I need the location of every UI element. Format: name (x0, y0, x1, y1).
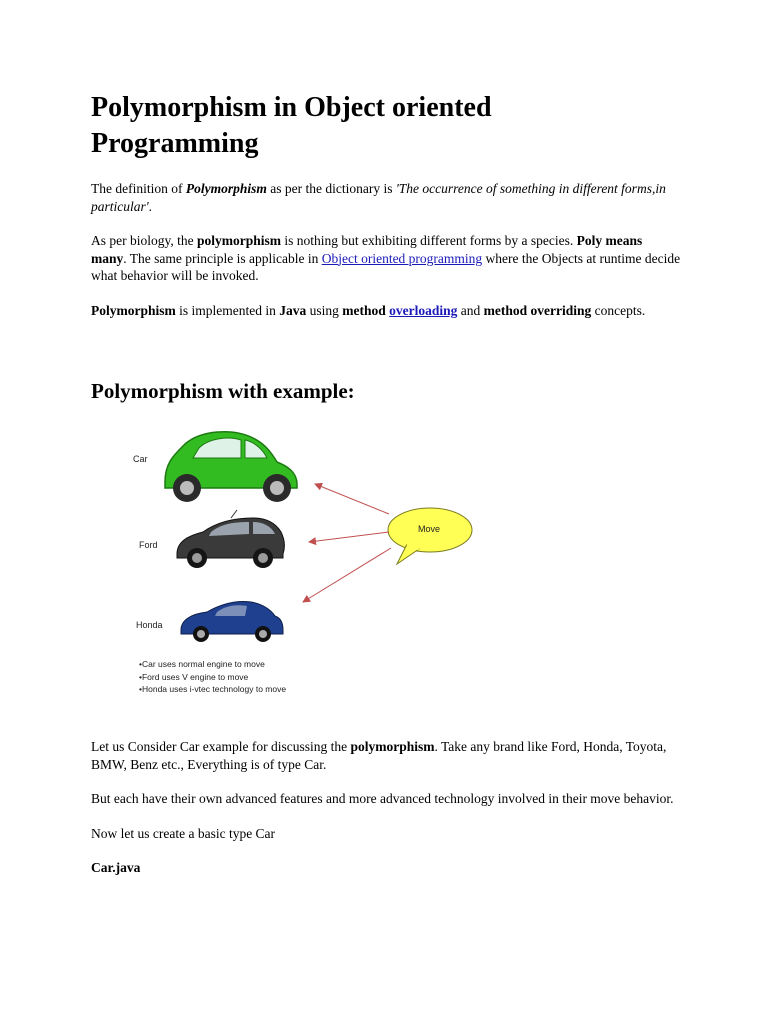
bold-term: Poly means many (91, 233, 643, 266)
paragraph-features: But each have their own advanced features and more advanced technology involved in their move behavior. (91, 791, 674, 806)
beetle-car-image (165, 432, 297, 502)
text: . (148, 198, 153, 214)
text: The definition of (91, 181, 186, 196)
text: is implemented in (175, 302, 280, 318)
bold-term: Polymorphism (91, 302, 176, 318)
article (91, 90, 681, 894)
text: is nothing but exhibiting different forms by a species. (281, 233, 577, 248)
bold-term: polymorphism (350, 739, 435, 754)
figure-notes (139, 658, 286, 696)
figure-drawing (113, 422, 533, 662)
text: As per biology, the (91, 233, 197, 248)
note-item: •Ford uses V engine to move (139, 671, 249, 682)
polymorphism-figure (113, 422, 533, 712)
paragraph-car-example (91, 738, 681, 773)
paragraph-create-type: Now let us create a basic type Car (91, 825, 276, 841)
page-title: Polymorphism in Object oriented Programming (91, 92, 492, 159)
term-polymorphism: Polymorphism (185, 181, 267, 196)
ford-car-image (177, 510, 284, 568)
label-ford: Ford (139, 540, 158, 550)
text: and (457, 302, 484, 318)
paragraph-definition (91, 180, 681, 215)
text: . The same principle is applicable in (123, 250, 322, 266)
honda-car-image (181, 601, 283, 642)
note-item: •Car uses normal engine to move (139, 659, 265, 669)
bold-term: polymorphism (196, 233, 281, 248)
text: concepts. (591, 302, 646, 318)
paragraph-implementation (91, 302, 681, 320)
section-heading: Polymorphism with example: (91, 379, 355, 403)
file-name: Car.java (91, 860, 141, 875)
file-heading (91, 859, 681, 877)
dictionary-quote: 'The occurrence of something in different forms,in particular' (91, 181, 666, 214)
link-overloading[interactable]: overloading (389, 302, 458, 318)
bold-term: method overriding (483, 302, 592, 318)
text: as per the dictionary is (266, 181, 396, 196)
label-car: Car (133, 454, 148, 464)
bubble-label: Move (418, 524, 441, 534)
text: where the Objects at runtime decide what behavior will be invoked. (91, 250, 681, 283)
bold-term: Java (279, 302, 307, 318)
arrow-to-ford (309, 532, 389, 542)
move-bubble (388, 508, 472, 564)
note-item: •Honda uses i-vtec technology to move (139, 684, 287, 694)
text: using (306, 302, 343, 318)
label-honda: Honda (136, 620, 163, 630)
text: Let us Consider Car example for discussing the (91, 739, 351, 754)
link-oop[interactable]: Object oriented programming (321, 250, 483, 266)
arrow-to-honda (303, 548, 391, 602)
bold-term: method (342, 302, 386, 318)
arrow-to-car (315, 484, 389, 514)
text: . Take any brand like Ford, Honda, Toyota, BMW, Benz etc., Everything is of type Car. (91, 739, 667, 772)
paragraph-biology (91, 232, 681, 285)
